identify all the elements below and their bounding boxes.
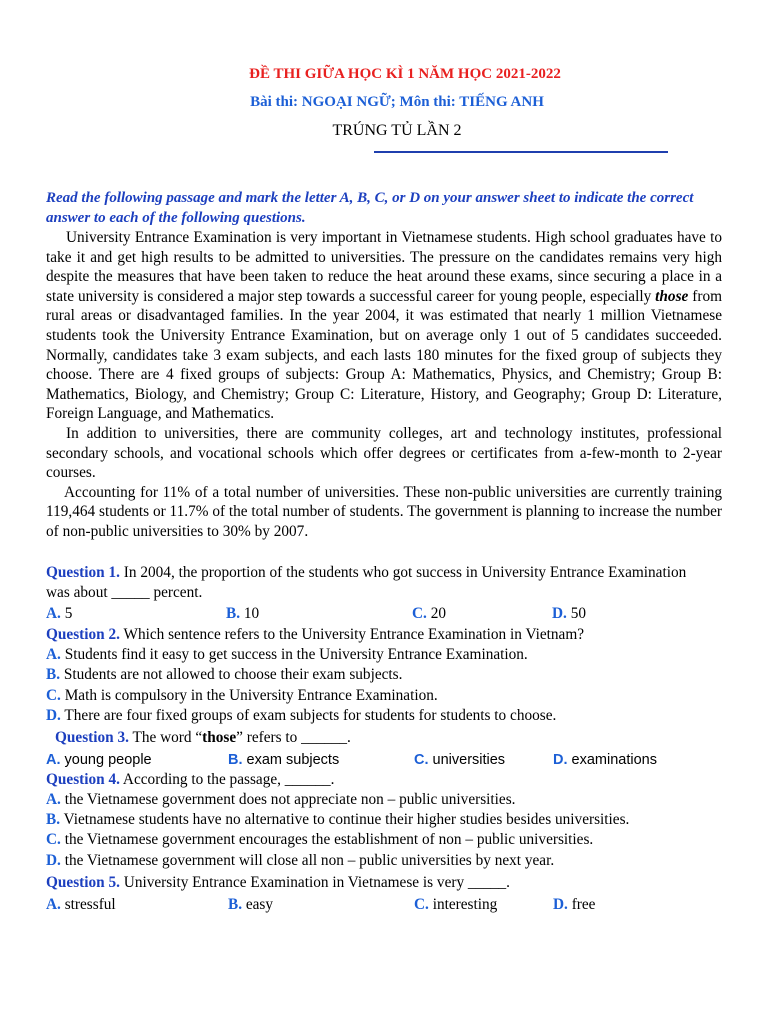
passage-paragraph-1 xyxy=(46,228,722,424)
option-b[interactable]: B. easy xyxy=(228,896,274,913)
question-2-option-a[interactable]: A. Students find it easy to get success in the University Entrance Examination. xyxy=(46,646,528,663)
question-4-option-b[interactable]: B. Vietnamese students have no alternative to continue their higher studies besides universities. xyxy=(46,811,630,828)
reading-passage xyxy=(46,228,722,542)
question-text: In 2004, the proportion of the students who got success in University Entrance Examination xyxy=(119,564,687,581)
emphasized-word: those xyxy=(202,729,237,746)
option-c[interactable]: C. interesting xyxy=(414,896,498,913)
question-1-stem xyxy=(46,563,746,583)
question-3-stem: Question 3. The word “those” refers to ______. xyxy=(55,729,351,746)
question-2-option-d[interactable]: D. There are four fixed groups of exam subjects for students for students to choose. xyxy=(46,707,557,724)
exam-title: ĐỀ THI GIỮA HỌC KÌ 1 NĂM HỌC 2021-2022 xyxy=(249,66,561,82)
passage-paragraph-2: In addition to universities, there are community colleges, art and technology institutes, professional secondary schools, and vocational schools which offer degrees or certificates from a-few-month to 2-year courses. xyxy=(46,424,722,482)
passage-text: from rural areas or disadvantaged families. In the year 2004, it was estimated that nearly 1 million Vietnamese students took the University Entrance Examination, but on average only 1 out of 5 candidates succeeded. Normally, candidates take 3 exam subjects, and each lasts 180 minutes for the fixed group of subjects they choose. There are 4 fixed groups of subjects: Group A: Mathematics, Physics, and Chemistry; Group B: Mathematics, Biology, and Chemistry; Group C: Literature, History, and Geography; Group D: Literature, Foreign Language, and Mathematics. xyxy=(46,287,723,423)
question-4-option-a[interactable]: A. the Vietnamese government does not appreciate non – public universities. xyxy=(46,791,516,808)
question-2-option-c[interactable]: C. Math is compulsory in the University Entrance Examination. xyxy=(46,687,438,704)
question-2-stem xyxy=(46,625,746,645)
option-d[interactable]: D. 50 xyxy=(552,605,586,622)
option-b[interactable]: B. 10 xyxy=(226,605,260,622)
question-text: University Entrance Examination in Vietnamese is very _____. xyxy=(119,874,511,891)
question-4-option-d[interactable]: D. the Vietnamese government will close all non – public universities by next year. xyxy=(46,852,555,869)
option-d[interactable]: D. examinations xyxy=(553,752,657,768)
question-text: Which sentence refers to the University Entrance Examination in Vietnam? xyxy=(119,626,585,643)
instruction-text: Read the following passage and mark the letter A, B, C, or D on your answer sheet to indicate the correct answer to each of the following questions. xyxy=(46,190,694,226)
question-2-option-b[interactable]: B. Students are not allowed to choose their exam subjects. xyxy=(46,666,403,683)
emphasized-word: those xyxy=(655,287,689,305)
passage-text: University Entrance Examination is very important in Vietnamese students. High school graduates have to take it and get high results to be admitted to universities. The pressure on the candidates remains very high despite the measures that have been taken to reduce the heat around these exams, since securing a place in a state university is considered a major step towards a successful career for young people, especially xyxy=(46,229,722,305)
option-c[interactable]: C. universities xyxy=(414,752,506,768)
option-d[interactable]: D. free xyxy=(553,896,596,913)
option-a[interactable]: A. stressful xyxy=(46,896,116,913)
question-label: Question 3. xyxy=(55,729,129,746)
option-c[interactable]: C. 20 xyxy=(412,605,446,622)
passage-paragraph-3: Accounting for 11% of a total number of universities. These non-public universities are currently training 119,464 students or 11.7% of the total number of students. The government is planning to increase the number of non-public universities to 30% by 2007. xyxy=(46,483,722,540)
exam-tag: TRÚNG TỦ LẦN 2 xyxy=(332,122,462,139)
question-text: According to the passage, ______. xyxy=(119,771,335,788)
question-label: Question 1. xyxy=(46,564,120,581)
question-4-stem xyxy=(46,770,746,790)
question-label: Question 2. xyxy=(46,626,120,643)
exam-subtitle: Bài thi: NGOẠI NGỮ; Môn thi: TIẾNG ANH xyxy=(250,94,544,110)
option-b[interactable]: B. exam subjects xyxy=(228,752,340,768)
question-label: Question 5. xyxy=(46,874,120,891)
option-a[interactable]: A. 5 xyxy=(46,605,73,622)
option-a[interactable]: A. young people xyxy=(46,752,152,768)
question-4-option-c[interactable]: C. the Vietnamese government encourages the establishment of non – public universities. xyxy=(46,831,594,848)
question-1-stem-cont: was about _____ percent. xyxy=(46,584,203,601)
question-label: Question 4. xyxy=(46,771,120,788)
question-5-stem xyxy=(46,873,746,893)
header-divider xyxy=(374,151,668,153)
